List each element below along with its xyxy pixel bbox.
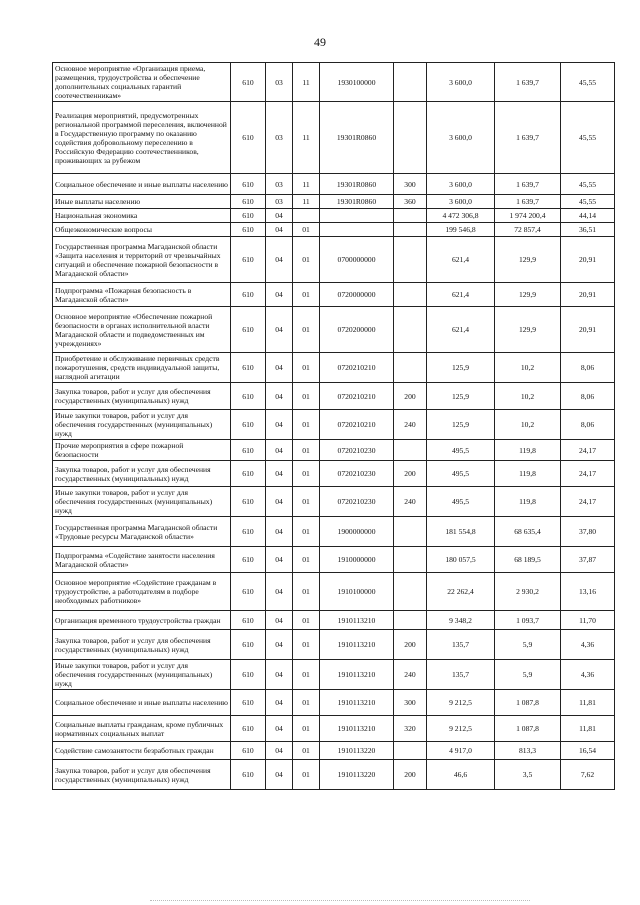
table-row <box>53 487 615 517</box>
row-subsection: 01 <box>293 760 320 790</box>
row-budget-code: 610 <box>231 611 266 630</box>
row-expense-type: 300 <box>394 174 427 195</box>
row-expense-type <box>394 742 427 760</box>
row-expense-type <box>394 209 427 223</box>
row-budget-code: 610 <box>231 353 266 383</box>
row-percent-executed: 37,80 <box>561 517 615 547</box>
row-section: 04 <box>266 760 293 790</box>
row-target-article: 0720210210 <box>320 383 394 410</box>
row-subsection: 01 <box>293 517 320 547</box>
row-percent-executed: 45,55 <box>561 102 615 174</box>
row-planned-amount: 9 348,2 <box>427 611 495 630</box>
row-planned-amount: 125,9 <box>427 353 495 383</box>
table-row <box>53 440 615 461</box>
row-name: Закупка товаров, работ и услуг для обеспечения государственных (муниципальных) нужд <box>53 461 231 487</box>
row-section: 04 <box>266 209 293 223</box>
row-expense-type <box>394 547 427 573</box>
row-subsection <box>293 209 320 223</box>
row-subsection: 01 <box>293 742 320 760</box>
row-section: 04 <box>266 573 293 611</box>
row-target-article: 1910113210 <box>320 660 394 690</box>
row-subsection: 01 <box>293 573 320 611</box>
row-name: Иные закупки товаров, работ и услуг для обеспечения государственных (муниципальных) нужд <box>53 660 231 690</box>
row-name: Реализация мероприятий, предусмотренных региональной программой переселения, включенной в Государственную программу по оказанию содействия добровольному переселению в Российскую Федерацию соотечественников, проживающих за рубежом <box>53 102 231 174</box>
row-actual-amount: 10,2 <box>495 353 561 383</box>
row-planned-amount: 495,5 <box>427 461 495 487</box>
row-actual-amount: 10,2 <box>495 410 561 440</box>
row-percent-executed: 37,87 <box>561 547 615 573</box>
row-planned-amount: 621,4 <box>427 237 495 283</box>
row-planned-amount: 3 600,0 <box>427 102 495 174</box>
row-percent-executed: 11,70 <box>561 611 615 630</box>
row-expense-type: 320 <box>394 716 427 742</box>
row-name: Социальное обеспечение и иные выплаты населению <box>53 174 231 195</box>
row-section: 04 <box>266 716 293 742</box>
table-row <box>53 547 615 573</box>
row-budget-code: 610 <box>231 410 266 440</box>
row-target-article: 1910000000 <box>320 547 394 573</box>
row-percent-executed: 7,62 <box>561 760 615 790</box>
row-name: Закупка товаров, работ и услуг для обеспечения государственных (муниципальных) нужд <box>53 383 231 410</box>
table-row <box>53 237 615 283</box>
row-percent-executed: 13,16 <box>561 573 615 611</box>
row-actual-amount: 1 639,7 <box>495 174 561 195</box>
row-subsection: 01 <box>293 547 320 573</box>
row-target-article: 1930100000 <box>320 63 394 102</box>
row-name: Государственная программа Магаданской области «Трудовые ресурсы Магаданской области» <box>53 517 231 547</box>
row-section: 04 <box>266 487 293 517</box>
row-planned-amount: 3 600,0 <box>427 174 495 195</box>
row-budget-code: 610 <box>231 517 266 547</box>
row-expense-type <box>394 237 427 283</box>
table-row <box>53 660 615 690</box>
row-budget-code: 610 <box>231 660 266 690</box>
table-row <box>53 223 615 237</box>
row-budget-code: 610 <box>231 716 266 742</box>
row-planned-amount: 3 600,0 <box>427 63 495 102</box>
row-percent-executed: 8,06 <box>561 383 615 410</box>
row-section: 03 <box>266 174 293 195</box>
row-actual-amount: 68 635,4 <box>495 517 561 547</box>
row-subsection: 01 <box>293 353 320 383</box>
row-actual-amount: 72 857,4 <box>495 223 561 237</box>
row-target-article: 0700000000 <box>320 237 394 283</box>
row-section: 04 <box>266 690 293 716</box>
row-name: Прочие мероприятия в сфере пожарной безопасности <box>53 440 231 461</box>
row-actual-amount: 129,9 <box>495 283 561 307</box>
row-actual-amount: 129,9 <box>495 307 561 353</box>
row-name: Иные закупки товаров, работ и услуг для обеспечения государственных (муниципальных) нужд <box>53 410 231 440</box>
row-section: 04 <box>266 660 293 690</box>
row-budget-code: 610 <box>231 209 266 223</box>
table-row <box>53 283 615 307</box>
row-planned-amount: 3 600,0 <box>427 195 495 209</box>
row-subsection: 01 <box>293 660 320 690</box>
row-actual-amount: 813,3 <box>495 742 561 760</box>
row-planned-amount: 9 212,5 <box>427 716 495 742</box>
row-planned-amount: 135,7 <box>427 660 495 690</box>
row-percent-executed: 4,36 <box>561 630 615 660</box>
row-planned-amount: 9 212,5 <box>427 690 495 716</box>
row-expense-type <box>394 307 427 353</box>
row-budget-code: 610 <box>231 487 266 517</box>
page-number: 49 <box>314 35 326 49</box>
row-actual-amount: 2 930,2 <box>495 573 561 611</box>
table-row <box>53 195 615 209</box>
row-name: Общеэкономические вопросы <box>53 223 231 237</box>
row-budget-code: 610 <box>231 742 266 760</box>
row-percent-executed: 11,81 <box>561 716 615 742</box>
row-target-article: 0720210210 <box>320 410 394 440</box>
row-subsection: 01 <box>293 461 320 487</box>
row-budget-code: 610 <box>231 102 266 174</box>
row-budget-code: 610 <box>231 461 266 487</box>
row-planned-amount: 22 262,4 <box>427 573 495 611</box>
row-expense-type <box>394 63 427 102</box>
row-actual-amount: 1 087,8 <box>495 690 561 716</box>
row-section: 04 <box>266 307 293 353</box>
row-subsection: 01 <box>293 410 320 440</box>
row-target-article: 19301R0860 <box>320 195 394 209</box>
row-subsection: 01 <box>293 283 320 307</box>
page-edge-divider <box>150 900 530 901</box>
row-subsection: 01 <box>293 690 320 716</box>
row-name: Подпрограмма «Пожарная безопасность в Магаданской области» <box>53 283 231 307</box>
row-subsection: 11 <box>293 63 320 102</box>
row-budget-code: 610 <box>231 237 266 283</box>
row-planned-amount: 125,9 <box>427 383 495 410</box>
row-target-article: 1910113210 <box>320 630 394 660</box>
table-row <box>53 630 615 660</box>
row-subsection: 01 <box>293 440 320 461</box>
row-name: Содействие самозанятости безработных граждан <box>53 742 231 760</box>
table-row <box>53 573 615 611</box>
row-actual-amount: 1 639,7 <box>495 102 561 174</box>
row-actual-amount: 129,9 <box>495 237 561 283</box>
row-target-article: 0720210230 <box>320 440 394 461</box>
row-expense-type: 300 <box>394 690 427 716</box>
row-section: 04 <box>266 353 293 383</box>
row-percent-executed: 11,81 <box>561 690 615 716</box>
table-row <box>53 410 615 440</box>
row-expense-type <box>394 102 427 174</box>
row-budget-code: 610 <box>231 630 266 660</box>
row-name: Социальное обеспечение и иные выплаты населению <box>53 690 231 716</box>
table-row <box>53 174 615 195</box>
row-budget-code: 610 <box>231 690 266 716</box>
row-actual-amount: 119,8 <box>495 487 561 517</box>
row-expense-type: 240 <box>394 660 427 690</box>
row-subsection: 01 <box>293 237 320 283</box>
row-section: 04 <box>266 630 293 660</box>
row-percent-executed: 16,54 <box>561 742 615 760</box>
row-budget-code: 610 <box>231 760 266 790</box>
row-actual-amount: 119,8 <box>495 440 561 461</box>
row-percent-executed: 45,55 <box>561 195 615 209</box>
row-subsection: 11 <box>293 174 320 195</box>
row-percent-executed: 20,91 <box>561 283 615 307</box>
table-row <box>53 690 615 716</box>
row-name: Основное мероприятие «Обеспечение пожарной безопасности в органах исполнительной власти Магаданской области и подведомственных им учреждениях» <box>53 307 231 353</box>
row-subsection: 01 <box>293 630 320 660</box>
row-name: Приобретение и обслуживание первичных средств пожаротушения, средств индивидуальной защиты, наглядной агитации <box>53 353 231 383</box>
row-expense-type: 240 <box>394 487 427 517</box>
row-budget-code: 610 <box>231 547 266 573</box>
row-expense-type: 200 <box>394 760 427 790</box>
row-section: 03 <box>266 63 293 102</box>
row-target-article: 1910100000 <box>320 573 394 611</box>
row-percent-executed: 8,06 <box>561 353 615 383</box>
row-budget-code: 610 <box>231 383 266 410</box>
row-expense-type <box>394 440 427 461</box>
row-expense-type <box>394 573 427 611</box>
row-planned-amount: 4 917,0 <box>427 742 495 760</box>
row-percent-executed: 20,91 <box>561 237 615 283</box>
row-planned-amount: 621,4 <box>427 283 495 307</box>
row-planned-amount: 125,9 <box>427 410 495 440</box>
row-target-article: 0720210210 <box>320 353 394 383</box>
row-target-article <box>320 223 394 237</box>
row-section: 04 <box>266 611 293 630</box>
row-section: 04 <box>266 517 293 547</box>
row-percent-executed: 24,17 <box>561 461 615 487</box>
row-target-article: 19301R0860 <box>320 102 394 174</box>
table-row <box>53 209 615 223</box>
row-subsection: 01 <box>293 716 320 742</box>
row-target-article: 0720000000 <box>320 283 394 307</box>
row-name: Основное мероприятие «Организация приема, размещения, трудоустройства и обеспечение дополнительных социальных гарантий соотечественникам» <box>53 63 231 102</box>
row-name: Социальные выплаты гражданам, кроме публичных нормативных социальных выплат <box>53 716 231 742</box>
table-row <box>53 353 615 383</box>
row-percent-executed: 4,36 <box>561 660 615 690</box>
row-section: 04 <box>266 742 293 760</box>
row-actual-amount: 10,2 <box>495 383 561 410</box>
row-subsection: 01 <box>293 383 320 410</box>
row-budget-code: 610 <box>231 174 266 195</box>
row-expense-type: 200 <box>394 630 427 660</box>
row-subsection: 11 <box>293 102 320 174</box>
table-row <box>53 307 615 353</box>
row-target-article <box>320 209 394 223</box>
row-actual-amount: 3,5 <box>495 760 561 790</box>
row-percent-executed: 44,14 <box>561 209 615 223</box>
row-target-article: 1910113210 <box>320 716 394 742</box>
row-percent-executed: 8,06 <box>561 410 615 440</box>
table-row <box>53 461 615 487</box>
row-section: 04 <box>266 383 293 410</box>
row-target-article: 1900000000 <box>320 517 394 547</box>
row-percent-executed: 45,55 <box>561 63 615 102</box>
row-budget-code: 610 <box>231 307 266 353</box>
row-planned-amount: 4 472 306,8 <box>427 209 495 223</box>
row-expense-type <box>394 283 427 307</box>
row-section: 04 <box>266 223 293 237</box>
row-target-article: 0720210230 <box>320 461 394 487</box>
table-row <box>53 760 615 790</box>
row-expense-type <box>394 353 427 383</box>
row-expense-type <box>394 517 427 547</box>
row-actual-amount: 1 639,7 <box>495 195 561 209</box>
row-actual-amount: 119,8 <box>495 461 561 487</box>
row-expense-type: 240 <box>394 410 427 440</box>
row-planned-amount: 199 546,8 <box>427 223 495 237</box>
row-actual-amount: 1 087,8 <box>495 716 561 742</box>
table-row <box>53 383 615 410</box>
row-target-article: 1910113210 <box>320 690 394 716</box>
row-actual-amount: 1 093,7 <box>495 611 561 630</box>
row-section: 03 <box>266 195 293 209</box>
row-expense-type: 360 <box>394 195 427 209</box>
row-budget-code: 610 <box>231 440 266 461</box>
row-name: Государственная программа Магаданской области «Защита населения и территорий от чрезвычайных ситуаций и обеспечение пожарной безопасности в Магаданской области» <box>53 237 231 283</box>
row-planned-amount: 495,5 <box>427 440 495 461</box>
row-target-article: 19301R0860 <box>320 174 394 195</box>
row-planned-amount: 180 057,5 <box>427 547 495 573</box>
row-section: 04 <box>266 440 293 461</box>
row-actual-amount: 5,9 <box>495 630 561 660</box>
budget-execution-table <box>52 62 615 790</box>
row-name: Организация временного трудоустройства граждан <box>53 611 231 630</box>
row-percent-executed: 24,17 <box>561 487 615 517</box>
table-body <box>53 63 615 790</box>
row-name: Иные закупки товаров, работ и услуг для обеспечения государственных (муниципальных) нужд <box>53 487 231 517</box>
row-name: Основное мероприятие «Содействие гражданам в трудоустройстве, а работодателям в подборе необходимых работников» <box>53 573 231 611</box>
row-actual-amount: 5,9 <box>495 660 561 690</box>
row-expense-type <box>394 611 427 630</box>
row-actual-amount: 68 189,5 <box>495 547 561 573</box>
row-expense-type <box>394 223 427 237</box>
row-planned-amount: 135,7 <box>427 630 495 660</box>
row-name: Закупка товаров, работ и услуг для обеспечения государственных (муниципальных) нужд <box>53 760 231 790</box>
row-name: Иные выплаты населению <box>53 195 231 209</box>
row-budget-code: 610 <box>231 195 266 209</box>
row-actual-amount: 1 639,7 <box>495 63 561 102</box>
row-subsection: 01 <box>293 487 320 517</box>
row-section: 04 <box>266 237 293 283</box>
row-expense-type: 200 <box>394 383 427 410</box>
table-row <box>53 517 615 547</box>
table-row <box>53 102 615 174</box>
row-budget-code: 610 <box>231 573 266 611</box>
row-target-article: 0720200000 <box>320 307 394 353</box>
row-subsection: 01 <box>293 223 320 237</box>
row-section: 04 <box>266 410 293 440</box>
row-planned-amount: 181 554,8 <box>427 517 495 547</box>
row-name: Закупка товаров, работ и услуг для обеспечения государственных (муниципальных) нужд <box>53 630 231 660</box>
table-row <box>53 63 615 102</box>
row-percent-executed: 45,55 <box>561 174 615 195</box>
row-section: 03 <box>266 102 293 174</box>
table-row <box>53 611 615 630</box>
row-name: Подпрограмма «Содействие занятости населения Магаданской области» <box>53 547 231 573</box>
row-expense-type: 200 <box>394 461 427 487</box>
row-subsection: 01 <box>293 611 320 630</box>
row-target-article: 0720210230 <box>320 487 394 517</box>
row-subsection: 01 <box>293 307 320 353</box>
row-percent-executed: 36,51 <box>561 223 615 237</box>
row-section: 04 <box>266 547 293 573</box>
row-budget-code: 610 <box>231 223 266 237</box>
row-budget-code: 610 <box>231 283 266 307</box>
row-name: Национальная экономика <box>53 209 231 223</box>
row-percent-executed: 24,17 <box>561 440 615 461</box>
table-row <box>53 742 615 760</box>
row-planned-amount: 621,4 <box>427 307 495 353</box>
row-target-article: 1910113220 <box>320 760 394 790</box>
row-target-article: 1910113220 <box>320 742 394 760</box>
row-planned-amount: 46,6 <box>427 760 495 790</box>
row-actual-amount: 1 974 200,4 <box>495 209 561 223</box>
row-section: 04 <box>266 461 293 487</box>
row-subsection: 11 <box>293 195 320 209</box>
row-percent-executed: 20,91 <box>561 307 615 353</box>
row-section: 04 <box>266 283 293 307</box>
row-target-article: 1910113210 <box>320 611 394 630</box>
row-budget-code: 610 <box>231 63 266 102</box>
table-row <box>53 716 615 742</box>
row-planned-amount: 495,5 <box>427 487 495 517</box>
